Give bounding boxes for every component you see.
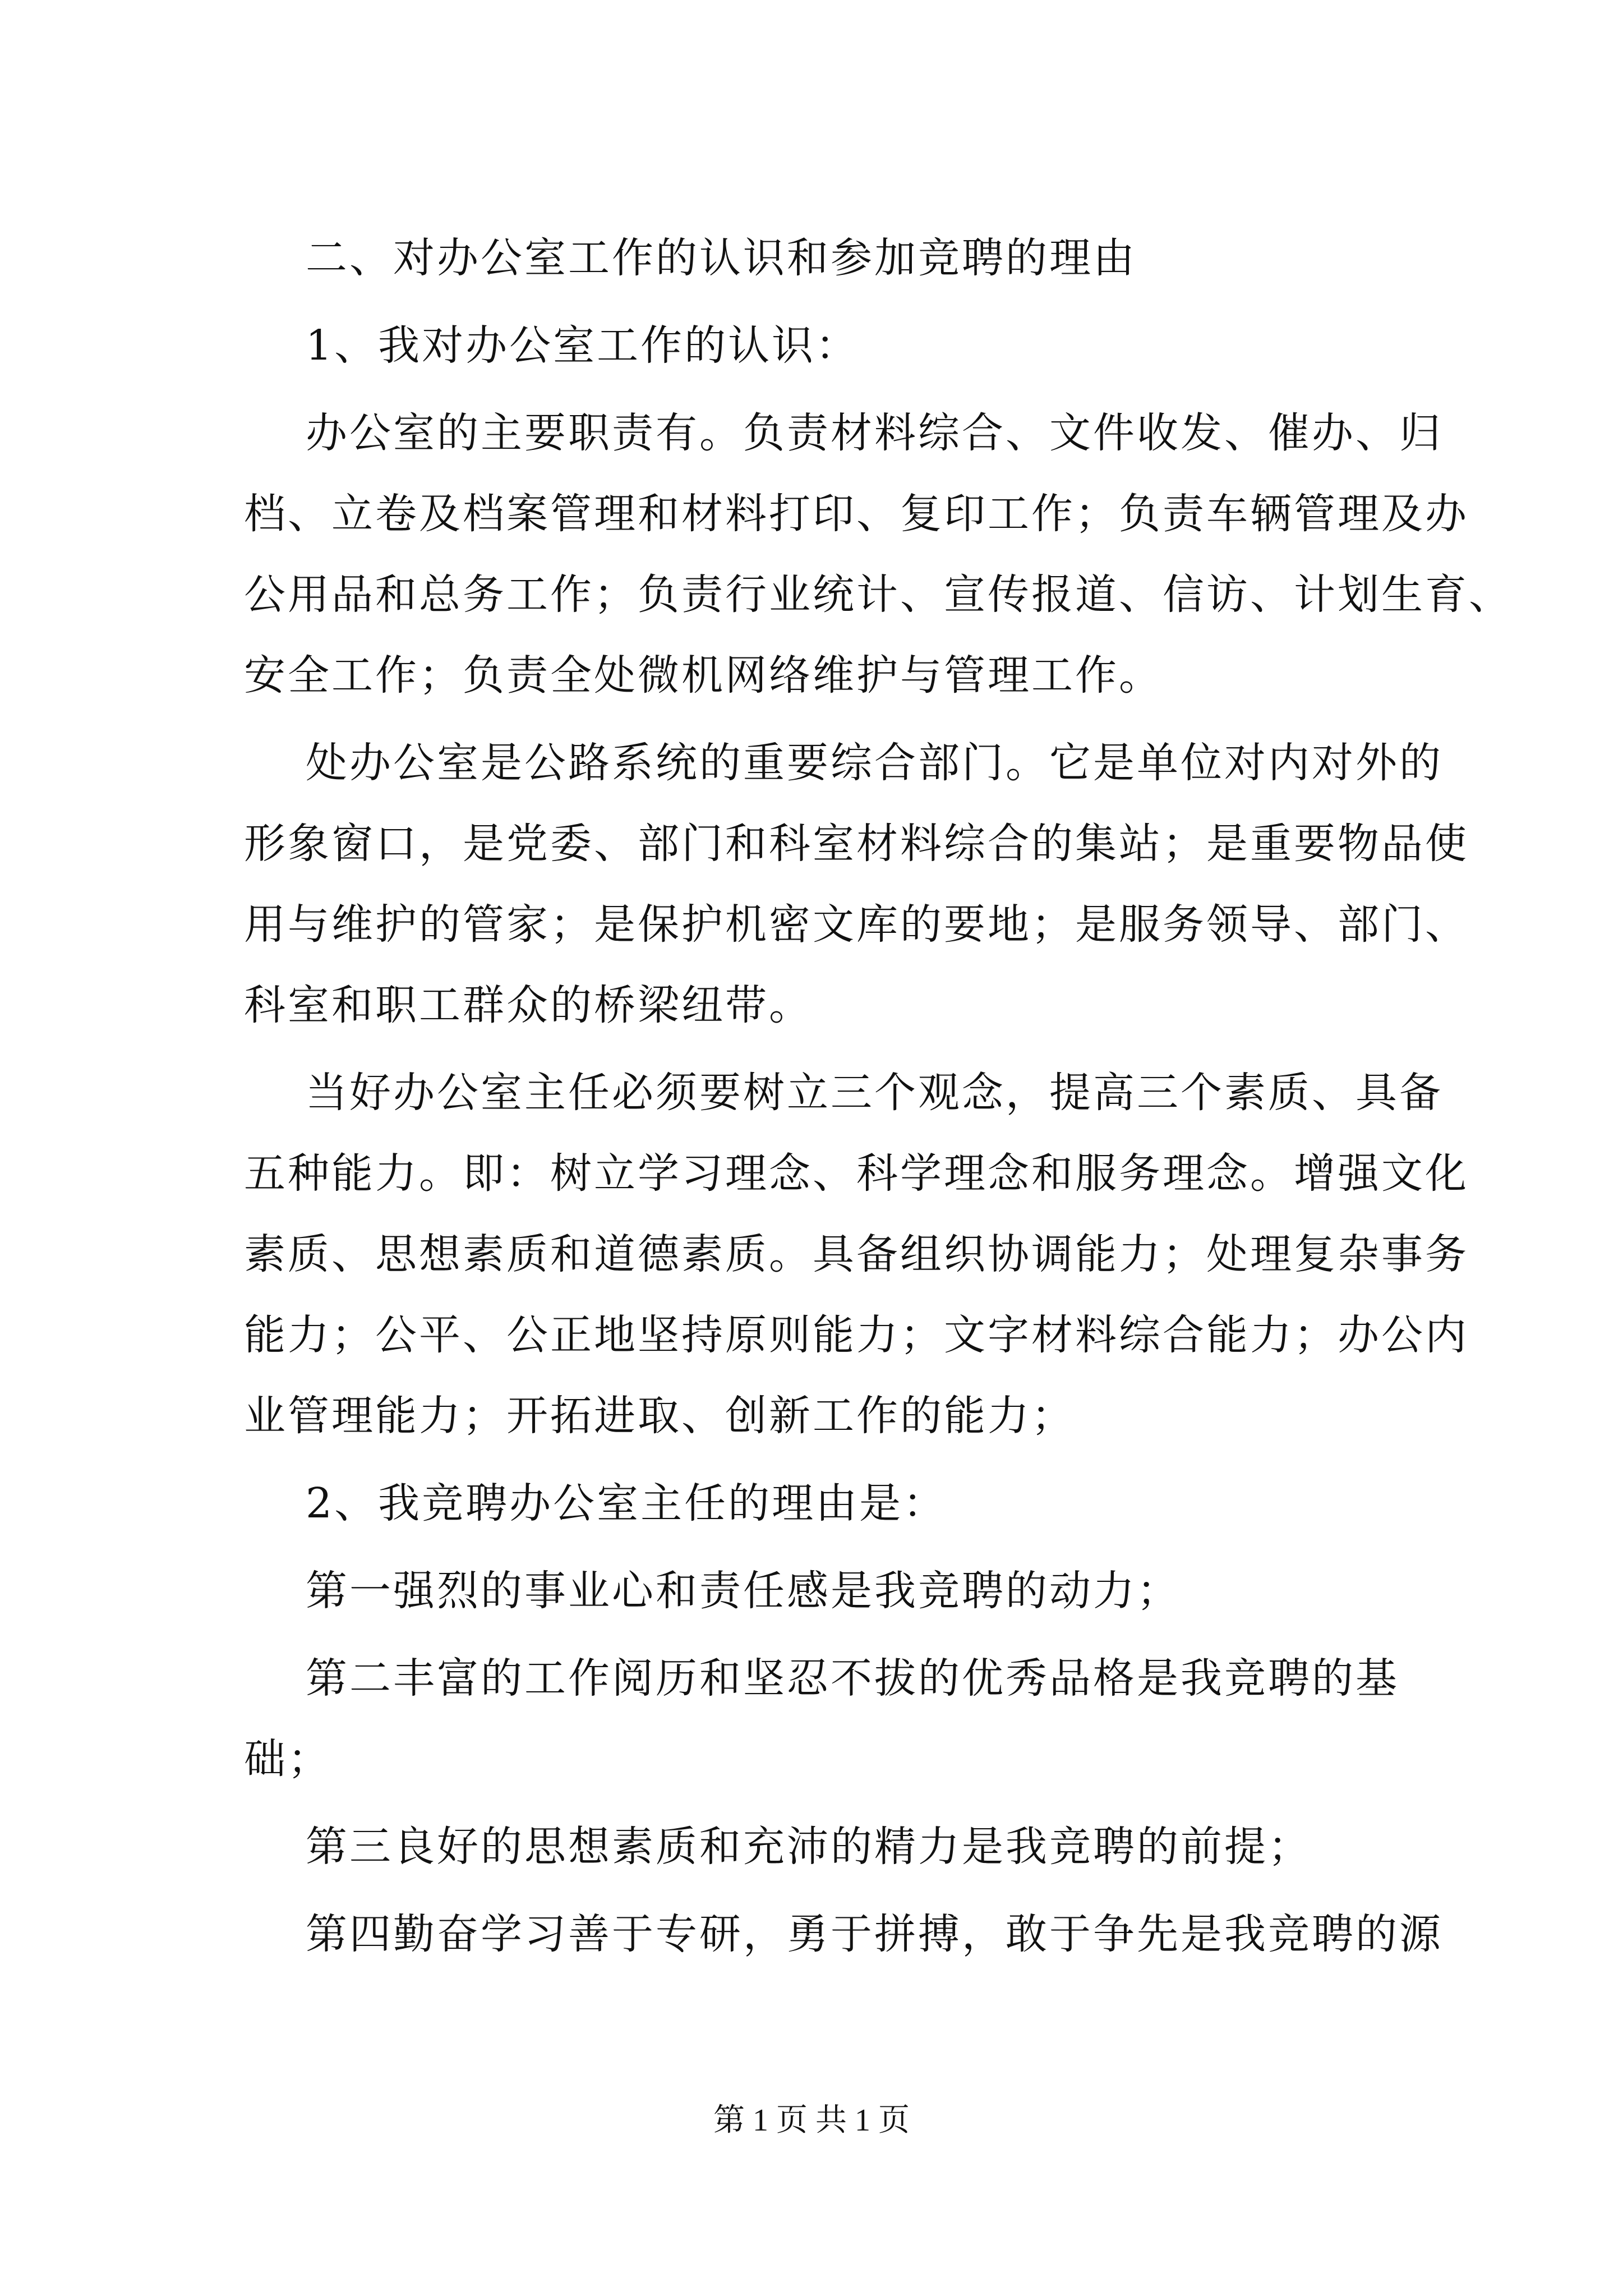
paragraph-line: 第一强烈的事业心和责任感是我竞聘的动力；: [306, 1567, 1181, 1615]
subheading-2: 2、我竞聘办公室主任的理由是：: [306, 1479, 947, 1527]
paragraph-line: 安全工作；负责全处微机网络维护与管理工作。: [244, 651, 1163, 700]
paragraph-line: 形象窗口，是党委、部门和科室材料综合的集站；是重要物品使: [244, 820, 1469, 868]
paragraph-line: 用与维护的管家；是保护机密文库的要地；是服务领导、部门、: [244, 900, 1469, 949]
section-heading: 二、对办公室工作的认识和参加竞聘的理由: [306, 234, 1137, 282]
paragraph-line: 能力；公平、公正地坚持原则能力；文字材料综合能力；办公内: [244, 1311, 1469, 1359]
paragraph-line: 当好办公室主任必须要树立三个观念，提高三个素质、具备: [306, 1069, 1443, 1117]
paragraph-line: 素质、思想素质和道德素质。具备组织协调能力；处理复杂事务: [244, 1230, 1469, 1278]
page-footer: 第 1 页 共 1 页: [713, 2103, 910, 2138]
paragraph-line: 第三良好的思想素质和充沛的精力是我竞聘的前提；: [306, 1823, 1312, 1871]
paragraph-line: 础；: [244, 1735, 331, 1783]
paragraph-line: 第二丰富的工作阅历和坚忍不拔的优秀品格是我竞聘的基: [306, 1654, 1399, 1703]
subheading-1: 1、我对办公室工作的认识：: [306, 321, 860, 370]
paragraph-line: 处办公室是公路系统的重要综合部门。它是单位对内对外的: [306, 739, 1443, 787]
paragraph-line: 业管理能力；开拓进取、创新工作的能力；: [244, 1392, 1075, 1440]
paragraph-line: 档、立卷及档案管理和材料打印、复印工作；负责车辆管理及办: [244, 490, 1469, 538]
paragraph-line: 五种能力。即：树立学习理念、科学理念和服务理念。增强文化: [244, 1149, 1469, 1198]
paragraph-line: 办公室的主要职责有。负责材料综合、文件收发、催办、归: [306, 409, 1443, 457]
paragraph-line: 公用品和总务工作；负责行业统计、宣传报道、信访、计划生育、: [244, 570, 1513, 619]
paragraph-line: 第四勤奋学习善于专研，勇于拼搏，敢于争先是我竞聘的源: [306, 1910, 1443, 1958]
paragraph-line: 科室和职工群众的桥梁纽带。: [244, 981, 813, 1029]
